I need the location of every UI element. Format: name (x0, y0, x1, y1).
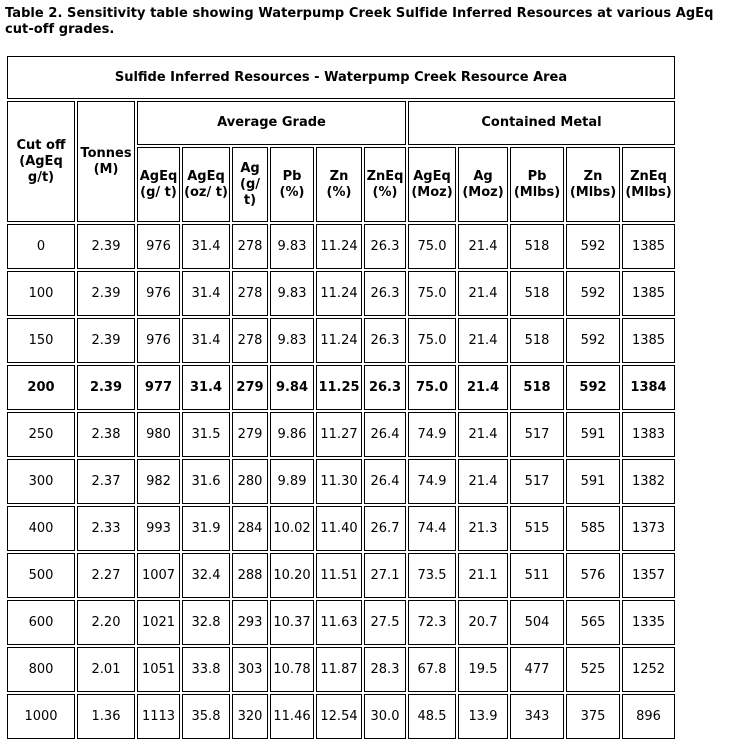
table-cell: 400 (7, 506, 75, 551)
table-cell: 2.38 (77, 412, 135, 457)
header-zneq-pct: ZnEq (%) (364, 147, 406, 222)
table-cell: 19.5 (458, 647, 508, 692)
table-cell: 21.4 (458, 224, 508, 269)
table-cell: 1373 (622, 506, 675, 551)
table-cell: 1383 (622, 412, 675, 457)
table-cell: 21.3 (458, 506, 508, 551)
table-cell: 28.3 (364, 647, 406, 692)
table-row (7, 694, 675, 739)
title-row (7, 56, 675, 99)
average-grade-header: Average Grade (137, 101, 406, 145)
table-row (7, 647, 675, 692)
table-cell: 976 (137, 224, 180, 269)
table-row (7, 506, 675, 551)
contained-metal-header: Contained Metal (408, 101, 675, 145)
table-cell: 1.36 (77, 694, 135, 739)
table-cell: 32.8 (182, 600, 230, 645)
table-cell: 1385 (622, 318, 675, 363)
table-cell: 21.1 (458, 553, 508, 598)
table-cell: 585 (566, 506, 620, 551)
table-row (7, 224, 675, 269)
table-cell: 75.0 (408, 271, 456, 316)
table-cell: 518 (510, 318, 564, 363)
table-cell: 75.0 (408, 365, 456, 410)
header-pb-mlbs: Pb (Mlbs) (510, 147, 564, 222)
table-cell: 591 (566, 412, 620, 457)
table-cell: 576 (566, 553, 620, 598)
table-cell: 74.4 (408, 506, 456, 551)
table-row (7, 412, 675, 457)
header-zneq-mlbs: ZnEq (Mlbs) (622, 147, 675, 222)
table-cell: 21.4 (458, 412, 508, 457)
table-cell: 31.6 (182, 459, 230, 504)
table-cell: 10.37 (270, 600, 314, 645)
table-cell: 12.54 (316, 694, 362, 739)
table-cell: 477 (510, 647, 564, 692)
table-cell: 31.4 (182, 318, 230, 363)
table-cell: 26.4 (364, 412, 406, 457)
table-cell: 13.9 (458, 694, 508, 739)
table-cell: 278 (232, 224, 268, 269)
table-cell: 150 (7, 318, 75, 363)
table-cell: 1385 (622, 224, 675, 269)
table-row (7, 365, 675, 410)
table-cell: 517 (510, 459, 564, 504)
table-cell: 1021 (137, 600, 180, 645)
table-cell: 592 (566, 365, 620, 410)
table-cell: 31.5 (182, 412, 230, 457)
header-ageq-gt: AgEq (g/ t) (137, 147, 180, 222)
table-cell: 26.7 (364, 506, 406, 551)
table-row (7, 271, 675, 316)
table-cell: 10.02 (270, 506, 314, 551)
table-cell: 517 (510, 412, 564, 457)
table-cell: 9.83 (270, 271, 314, 316)
table-cell: 592 (566, 318, 620, 363)
table-cell: 10.78 (270, 647, 314, 692)
table-cell: 2.33 (77, 506, 135, 551)
table-cell: 30.0 (364, 694, 406, 739)
table-cell: 21.4 (458, 459, 508, 504)
table-cell: 320 (232, 694, 268, 739)
table-cell: 74.9 (408, 459, 456, 504)
table-cell: 1385 (622, 271, 675, 316)
table-cell: 73.5 (408, 553, 456, 598)
table-cell: 2.20 (77, 600, 135, 645)
table-cell: 26.3 (364, 271, 406, 316)
table-cell: 284 (232, 506, 268, 551)
table-cell: 600 (7, 600, 75, 645)
table-cell: 74.9 (408, 412, 456, 457)
table-cell: 11.40 (316, 506, 362, 551)
table-cell: 26.4 (364, 459, 406, 504)
table-cell: 11.27 (316, 412, 362, 457)
table-cell: 980 (137, 412, 180, 457)
table-cell: 11.87 (316, 647, 362, 692)
table-cell: 2.39 (77, 318, 135, 363)
table-cell: 2.37 (77, 459, 135, 504)
table-cell: 9.83 (270, 224, 314, 269)
cutoff-header: Cut off (AgEq g/t) (7, 101, 75, 222)
table-cell: 31.4 (182, 365, 230, 410)
table-cell: 2.01 (77, 647, 135, 692)
table-cell: 1051 (137, 647, 180, 692)
table-cell: 800 (7, 647, 75, 692)
table-cell: 9.86 (270, 412, 314, 457)
table-cell: 75.0 (408, 318, 456, 363)
table-cell: 20.7 (458, 600, 508, 645)
table-cell: 278 (232, 271, 268, 316)
table-cell: 375 (566, 694, 620, 739)
table-cell: 976 (137, 318, 180, 363)
table-cell: 9.83 (270, 318, 314, 363)
table-cell: 525 (566, 647, 620, 692)
table-cell: 21.4 (458, 318, 508, 363)
header-zn-mlbs: Zn (Mlbs) (566, 147, 620, 222)
table-cell: 565 (566, 600, 620, 645)
table-title: Sulfide Inferred Resources - Waterpump Creek Resource Area (7, 56, 675, 99)
table-cell: 518 (510, 271, 564, 316)
table-cell: 26.3 (364, 365, 406, 410)
table-cell: 293 (232, 600, 268, 645)
table-cell: 2.39 (77, 224, 135, 269)
table-cell: 48.5 (408, 694, 456, 739)
table-cell: 11.24 (316, 271, 362, 316)
table-cell: 977 (137, 365, 180, 410)
table-cell: 2.39 (77, 271, 135, 316)
table-caption: Table 2. Sensitivity table showing Waterpump Creek Sulfide Inferred Resources at various AgEq cut-off grades. (5, 6, 714, 37)
table-cell: 10.20 (270, 553, 314, 598)
table-cell: 279 (232, 365, 268, 410)
header-ag-gt: Ag (g/ t) (232, 147, 268, 222)
table-cell: 11.51 (316, 553, 362, 598)
table-cell: 592 (566, 224, 620, 269)
table-cell: 11.30 (316, 459, 362, 504)
table-cell: 1382 (622, 459, 675, 504)
table-cell: 32.4 (182, 553, 230, 598)
table-cell: 1113 (137, 694, 180, 739)
table-cell: 11.25 (316, 365, 362, 410)
table-cell: 504 (510, 600, 564, 645)
table-cell: 0 (7, 224, 75, 269)
table-cell: 11.63 (316, 600, 362, 645)
table-row (7, 318, 675, 363)
table-cell: 1007 (137, 553, 180, 598)
table-cell: 303 (232, 647, 268, 692)
table-cell: 100 (7, 271, 75, 316)
table-cell: 280 (232, 459, 268, 504)
table-cell: 11.24 (316, 224, 362, 269)
header-ageq-moz: AgEq (Moz) (408, 147, 456, 222)
table-cell: 288 (232, 553, 268, 598)
table-cell: 993 (137, 506, 180, 551)
table-cell: 976 (137, 271, 180, 316)
table-cell: 518 (510, 224, 564, 269)
table-cell: 1384 (622, 365, 675, 410)
table-row (7, 600, 675, 645)
table-cell: 1357 (622, 553, 675, 598)
table-row (7, 553, 675, 598)
table-cell: 21.4 (458, 271, 508, 316)
table-cell: 2.27 (77, 553, 135, 598)
table-cell: 591 (566, 459, 620, 504)
tonnes-header: Tonnes (M) (77, 101, 135, 222)
table-cell: 26.3 (364, 318, 406, 363)
table-cell: 200 (7, 365, 75, 410)
table-cell: 500 (7, 553, 75, 598)
table-cell: 2.39 (77, 365, 135, 410)
table-cell: 35.8 (182, 694, 230, 739)
table-cell: 26.3 (364, 224, 406, 269)
table-cell: 511 (510, 553, 564, 598)
table-cell: 896 (622, 694, 675, 739)
table-cell: 515 (510, 506, 564, 551)
table-row (7, 459, 675, 504)
table-cell: 33.8 (182, 647, 230, 692)
table-cell: 982 (137, 459, 180, 504)
table-cell: 518 (510, 365, 564, 410)
table-cell: 1252 (622, 647, 675, 692)
table-cell: 278 (232, 318, 268, 363)
table-cell: 31.9 (182, 506, 230, 551)
table-cell: 27.5 (364, 600, 406, 645)
table-cell: 67.8 (408, 647, 456, 692)
table-cell: 1000 (7, 694, 75, 739)
table-cell: 279 (232, 412, 268, 457)
table-cell: 592 (566, 271, 620, 316)
table-cell: 27.1 (364, 553, 406, 598)
header-pb-pct: Pb (%) (270, 147, 314, 222)
sensitivity-table (5, 54, 677, 741)
header-zn-pct: Zn (%) (316, 147, 362, 222)
table-cell: 9.89 (270, 459, 314, 504)
table-cell: 300 (7, 459, 75, 504)
table-cell: 31.4 (182, 224, 230, 269)
table-cell: 11.46 (270, 694, 314, 739)
table-cell: 250 (7, 412, 75, 457)
table-body (7, 56, 675, 739)
table-cell: 1335 (622, 600, 675, 645)
table-cell: 31.4 (182, 271, 230, 316)
table-cell: 9.84 (270, 365, 314, 410)
group-header-row (7, 101, 675, 145)
table-cell: 11.24 (316, 318, 362, 363)
header-ag-moz: Ag (Moz) (458, 147, 508, 222)
table-cell: 343 (510, 694, 564, 739)
table-cell: 75.0 (408, 224, 456, 269)
table-cell: 72.3 (408, 600, 456, 645)
header-ageq-ozt: AgEq (oz/ t) (182, 147, 230, 222)
table-cell: 21.4 (458, 365, 508, 410)
